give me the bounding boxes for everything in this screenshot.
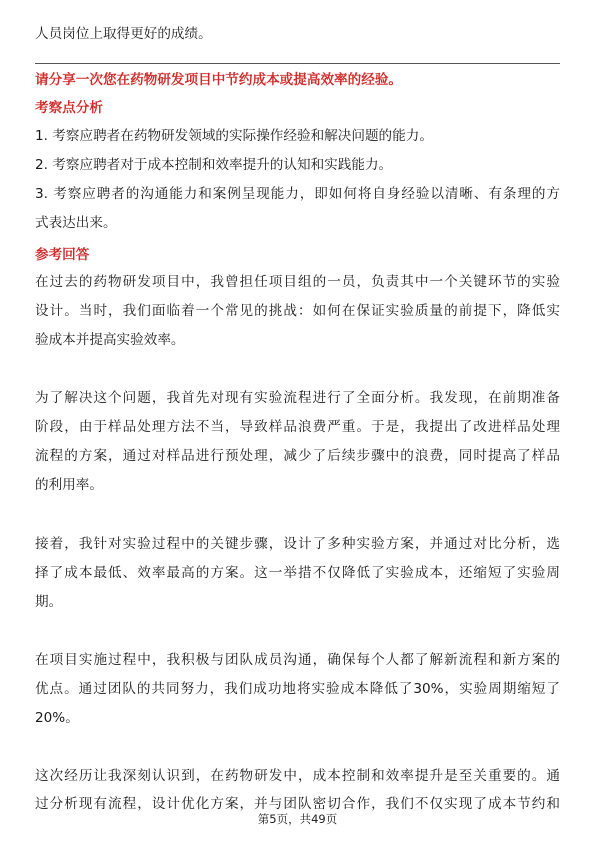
analysis-item: 2. 考察应聘者对于成本控制和效率提升的认知和实践能力。	[35, 157, 393, 173]
analysis-item: 1. 考察应聘者在药物研发领域的实际操作经验和解决问题的能力。	[35, 128, 433, 144]
answer-paragraph-line: 择了成本最低、效率最高的方案。这一举措不仅降低了实验成本，还缩短了实验周	[35, 565, 560, 581]
answer-paragraph-line: 这次经历让我深刻认识到，在药物研发中，成本控制和效率提升是至关重要的。通	[35, 768, 560, 784]
answer-paragraph-line: 阶段，由于样品处理方法不当，导致样品浪费严重。于是，我提出了改进样品处理	[35, 419, 560, 435]
answer-paragraph-line: 流程的方案，通过对样品进行预处理，减少了后续步骤中的浪费，同时提高了样品	[35, 448, 560, 464]
answer-paragraph-line: 设计。当时，我们面临着一个常见的挑战：如何在保证实验质量的前提下，降低实	[35, 303, 560, 319]
answer-paragraph-line: 期。	[35, 594, 63, 610]
answer-paragraph-line: 为了解决这个问题，我首先对现有实验流程进行了全面分析。我发现，在前期准备	[35, 390, 560, 406]
answer-heading: 参考回答	[35, 247, 90, 263]
answer-paragraph-line: 优点。通过团队的共同努力，我们成功地将实验成本降低了30%，实验周期缩短了	[35, 681, 560, 697]
question-title: 请分享一次您在药物研发项目中节约成本或提高效率的经验。	[35, 72, 403, 88]
section-divider	[35, 63, 560, 64]
answer-paragraph-line: 验成本并提高实验效率。	[35, 332, 185, 348]
answer-paragraph-line: 20%。	[35, 710, 79, 726]
analysis-heading: 考察点分析	[35, 100, 103, 116]
answer-paragraph-line: 在项目实施过程中，我积极与团队成员沟通，确保每个人都了解新流程和新方案的	[35, 652, 560, 668]
answer-paragraph-line: 在过去的药物研发项目中，我曾担任项目组的一员，负责其中一个关键环节的实验	[35, 274, 560, 290]
answer-paragraph-line: 的利用率。	[35, 477, 103, 493]
page-number: 第5页，共49页	[257, 812, 338, 826]
answer-paragraph-line: 接着，我针对实验过程中的关键步骤，设计了多种实验方案，并通过对比分析，选	[35, 536, 560, 552]
analysis-item: 式表达出来。	[35, 215, 117, 231]
analysis-item: 3. 考察应聘者的沟通能力和案例呈现能力，即如何将自身经验以清晰、有条理的方	[35, 186, 560, 202]
answer-paragraph-line: 过分析现有流程，设计优化方案，并与团队密切合作，我们不仅实现了成本节约和	[35, 796, 560, 812]
intro-last-line: 人员岗位上取得更好的成绩。	[35, 26, 212, 42]
